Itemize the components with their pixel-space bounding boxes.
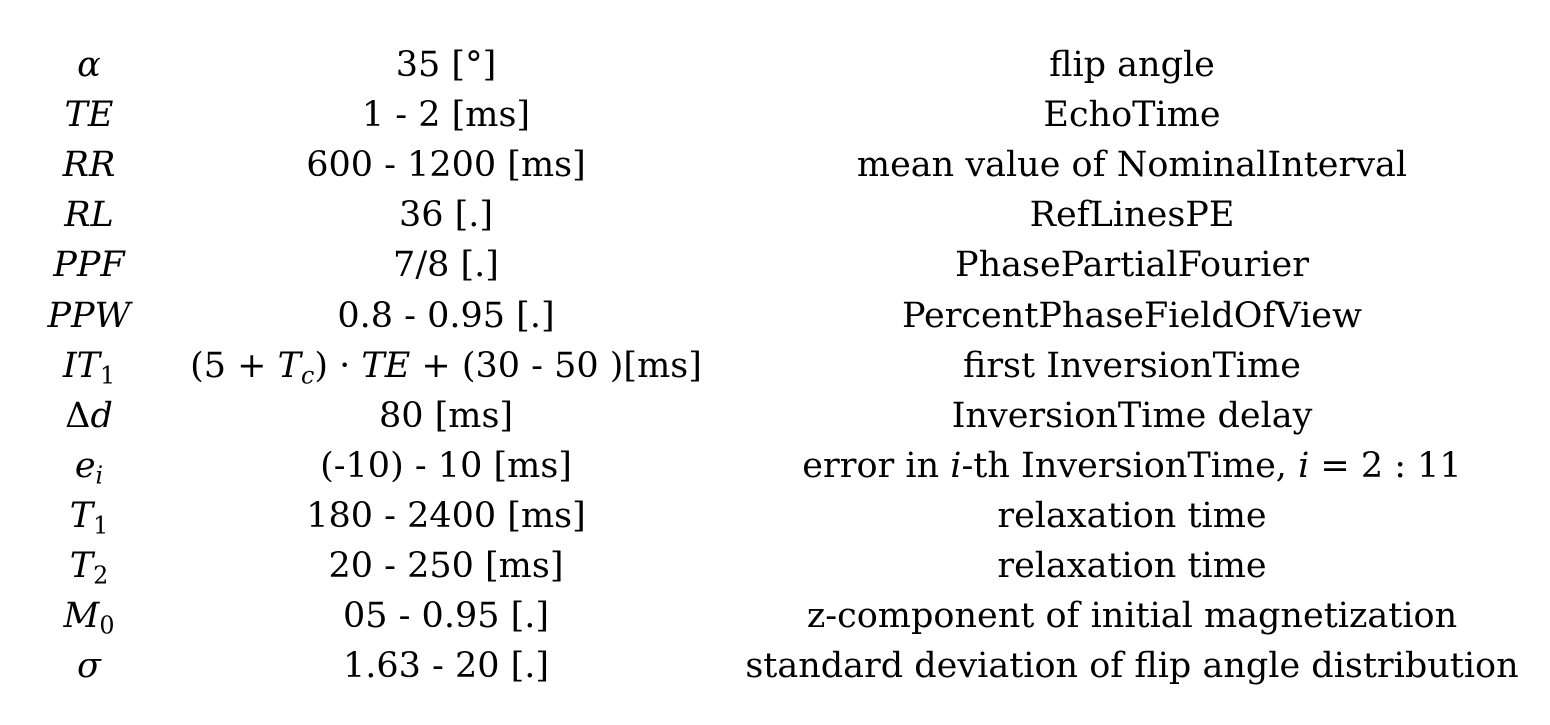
- table-row: [0, 341, 1550, 391]
- table-row: [0, 190, 1550, 240]
- param-value: 80 [ms]: [378, 395, 514, 436]
- param-symbol: [0, 591, 178, 641]
- symbol-main: T: [69, 495, 94, 536]
- table-row: [0, 290, 1550, 340]
- param-value: 0.8 - 0.95 [.]: [337, 295, 555, 336]
- param-symbol: [0, 541, 178, 591]
- symbol-subscript: 1: [93, 511, 109, 540]
- symbol-delta: Δ: [65, 395, 91, 436]
- symbol-subscript: 2: [93, 561, 109, 590]
- param-symbol: [0, 441, 178, 491]
- param-value: 35 [°]: [395, 45, 497, 86]
- param-value: (-10) - 10 [ms]: [320, 445, 572, 486]
- desc-part: -th InversionTime,: [961, 445, 1299, 486]
- symbol-main: IT: [62, 345, 101, 386]
- symbol-subscript: i: [95, 461, 104, 490]
- param-symbol: TE: [64, 95, 114, 136]
- param-value: 180 - 2400 [ms]: [306, 495, 586, 536]
- param-description: PercentPhaseFieldOfView: [902, 295, 1362, 336]
- param-symbol: α: [77, 45, 101, 86]
- param-description: InversionTime delay: [951, 395, 1313, 436]
- param-value: 600 - 1200 [ms]: [306, 145, 586, 186]
- value-part: + (30 - 50 )[ms]: [410, 345, 702, 386]
- value-part: ) ·: [314, 345, 362, 386]
- value-subscript: c: [300, 361, 315, 390]
- param-symbol: PPW: [47, 295, 131, 336]
- param-symbol: RL: [64, 195, 114, 236]
- table-row: [0, 391, 1550, 441]
- value-part: T: [277, 345, 301, 386]
- param-symbol: [0, 341, 178, 391]
- param-symbol: [0, 391, 178, 441]
- table-row: [0, 40, 1550, 90]
- parameter-table: [0, 40, 1550, 691]
- param-symbol: [0, 491, 178, 541]
- table-row: [0, 591, 1550, 641]
- param-description: first InversionTime: [962, 345, 1302, 386]
- value-part: TE: [361, 345, 411, 386]
- table-row: [0, 491, 1550, 541]
- param-description: z-component of initial magnetization: [806, 596, 1458, 637]
- symbol-main: d: [90, 395, 113, 436]
- desc-part: i: [950, 445, 962, 486]
- table-row: [0, 90, 1550, 140]
- param-description: relaxation time: [997, 545, 1267, 586]
- param-value: 1 - 2 [ms]: [361, 95, 531, 136]
- param-symbol: σ: [77, 646, 101, 687]
- value-part: (5 +: [190, 345, 278, 386]
- param-value: 36 [.]: [398, 195, 494, 236]
- table-row: [0, 541, 1550, 591]
- param-description: mean value of NominalInterval: [856, 145, 1408, 186]
- symbol-subscript: 0: [99, 611, 115, 640]
- param-description: flip angle: [1049, 45, 1215, 86]
- symbol-main: T: [69, 545, 94, 586]
- table-row: [0, 641, 1550, 691]
- symbol-main: M: [63, 596, 100, 637]
- param-value: [178, 341, 714, 391]
- param-symbol: RR: [62, 145, 116, 186]
- param-description: [714, 441, 1550, 491]
- param-value: 1.63 - 20 [.]: [342, 646, 550, 687]
- symbol-main: e: [74, 445, 96, 486]
- param-symbol: PPF: [53, 245, 125, 286]
- table-row: [0, 140, 1550, 190]
- symbol-subscript: 1: [100, 361, 116, 390]
- table-row: [0, 441, 1550, 491]
- table-row: [0, 240, 1550, 290]
- param-value: 20 - 250 [ms]: [328, 545, 564, 586]
- param-value: 7/8 [.]: [393, 245, 499, 286]
- desc-part: error in: [802, 445, 951, 486]
- param-description: relaxation time: [997, 495, 1267, 536]
- desc-part: = 2 : 11: [1309, 445, 1462, 486]
- desc-part: i: [1298, 445, 1310, 486]
- param-value: 05 - 0.95 [.]: [342, 596, 550, 637]
- param-description: RefLinesPE: [1029, 195, 1235, 236]
- param-description: PhasePartialFourier: [955, 245, 1309, 286]
- param-description: standard deviation of flip angle distribution: [745, 646, 1519, 687]
- param-description: EchoTime: [1043, 95, 1221, 136]
